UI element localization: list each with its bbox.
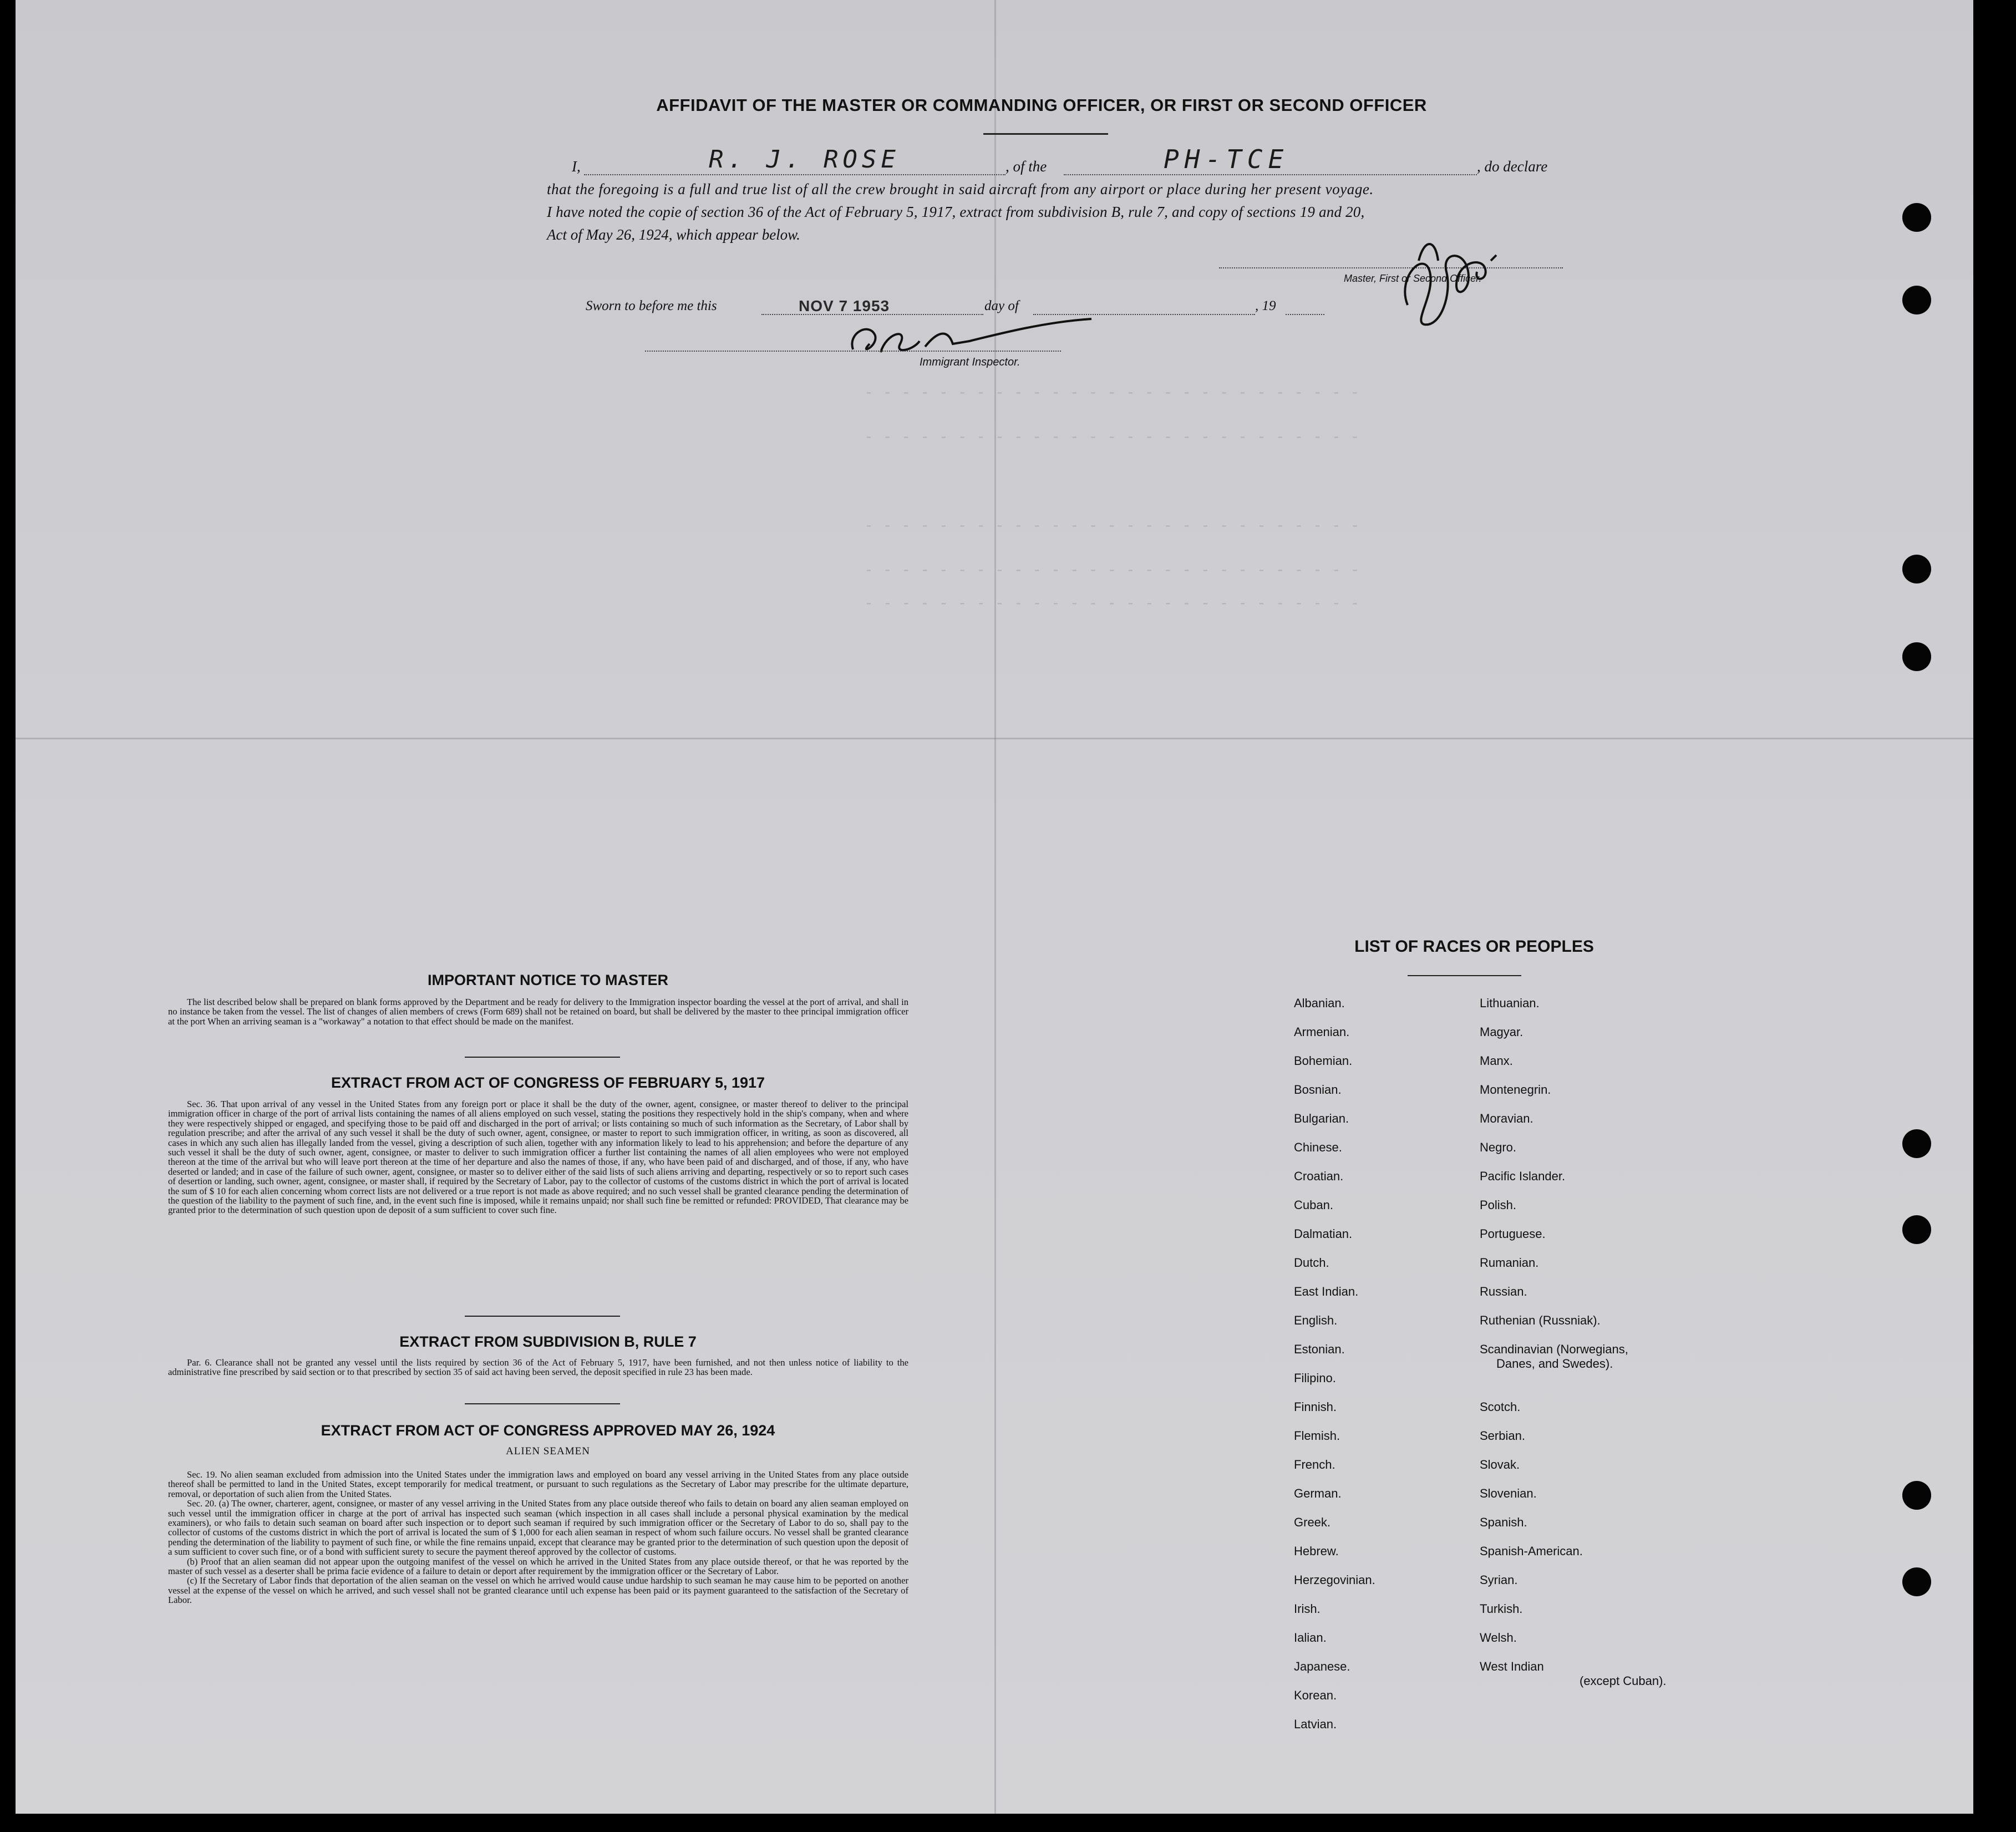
extract-1924-text — [168, 1470, 908, 1605]
race-item: Filipino. — [1294, 1371, 1336, 1385]
race-item: Bosnian. — [1294, 1083, 1342, 1097]
race-item: Dalmatian. — [1294, 1227, 1353, 1241]
race-item: Bulgarian. — [1294, 1112, 1349, 1125]
race-item: Armenian. — [1294, 1025, 1350, 1039]
notice-text: The list described below shall be prepared on blank forms approved by the Department and be ready for delivery to the Immigration inspector boarding the vessel at the port of arrival, and shall in no instance be taken from the vessel. The list of changes of alien members of crews (Form 689) shall not be retained on board, but shall be delivered by the master to thee principal immigration officer at the port When an arriving seaman is a "workaway" a notation to that effect should be made on the manifest. — [168, 997, 908, 1027]
master-name-handwritten: R. J. ROSE — [709, 145, 900, 174]
aircraft-handwritten: PH-TCE — [1164, 144, 1289, 174]
extract-rule7-title: EXTRACT FROM SUBDIVISION B, RULE 7 — [399, 1333, 697, 1350]
race-subtext: (except Cuban). — [1580, 1674, 1667, 1688]
race-item: Finnish. — [1294, 1400, 1337, 1414]
inspector-label: Immigrant Inspector. — [920, 356, 1020, 368]
race-label: Magyar. — [1480, 1025, 1524, 1039]
race-item: Cuban. — [1294, 1198, 1333, 1212]
race-item — [1480, 1025, 1523, 1039]
race-label: Russian. — [1480, 1285, 1527, 1298]
race-item: East Indian. — [1294, 1285, 1359, 1298]
race-label: Scandinavian (Norwegians, — [1480, 1342, 1628, 1356]
race-label: Turkish. — [1480, 1602, 1523, 1616]
race-label: Spanish-American. — [1480, 1544, 1583, 1558]
race-label: Montenegrin. — [1480, 1083, 1551, 1097]
race-item: English. — [1294, 1313, 1338, 1327]
bleed-through-text: - - - - - - - - - - - - - - - - - - - - - - - - - - - — [864, 427, 1360, 445]
race-item: Herzegovinian. — [1294, 1573, 1375, 1587]
bleed-through-text: - - - - - - - - - - - - - - - - - - - - - - - - - - - — [864, 593, 1360, 612]
race-item — [1480, 1227, 1546, 1241]
race-item: Hebrew. — [1294, 1544, 1339, 1558]
race-item: French. — [1294, 1458, 1335, 1471]
race-label: Ruthenian (Russniak). — [1480, 1313, 1601, 1327]
races-title-rule — [1408, 975, 1521, 976]
race-item — [1480, 1631, 1517, 1645]
sec20c-paragraph: (c) If the Secretary of Labor finds that deportation of the alien seaman on the vessel on which he arrived would cause undue hardship to such seaman he may cause him to be peported on another vessel at the expense of the vessel on which he arrived, and such vessel shall not be granted clearance until uch expense has been paid or its payment guaranteed to the satisfaction of the Secretary of Labor. — [168, 1575, 908, 1606]
race-item: Latvian. — [1294, 1717, 1337, 1731]
vertical-fold-crease — [994, 0, 996, 1814]
document-page — [16, 0, 1973, 1814]
day-of-label: day of — [984, 298, 1019, 313]
extract-rule7-text: Par. 6. Clearance shall not be granted any vessel until the lists required by section 36 of the Act of February 5, 1917, have been furnished, and not then unless notice of liability to the administrative fine prescribed by said section or to that prescribed by section 35 of said act having been served, the deposit specified in rule 23 has been made. — [168, 1357, 908, 1378]
race-item — [1480, 1544, 1583, 1559]
affidavit-line1-prefix: I, — [572, 158, 581, 175]
notice-title: IMPORTANT NOTICE TO MASTER — [428, 972, 668, 988]
race-item — [1480, 996, 1540, 1011]
bleed-through-text: - - - - - - - - - - - - - - - - - - - - - - - - - - - — [864, 516, 1360, 534]
race-item — [1480, 1602, 1522, 1616]
race-item: Croatian. — [1294, 1169, 1344, 1183]
sec19-paragraph: Sec. 19. No alien seaman excluded from admission into the United States under the immigration laws and employed on board any vessel arriving in the United States from any place outside thereof shall be permitted to land in the United States, except temporarily for medical treatment, or pursuant to such regulations as the Secretary of Labor may prescribe for the ultimate departure, removal, or deportation of such alien from the United States. — [168, 1469, 908, 1499]
punch-hole — [1902, 1215, 1931, 1244]
section-rule — [465, 1057, 620, 1058]
race-label: Spanish. — [1480, 1515, 1527, 1529]
race-label: Negro. — [1480, 1140, 1517, 1154]
punch-hole — [1902, 203, 1931, 232]
sworn-prefix: Sworn to before me this — [586, 298, 717, 313]
race-item: Korean. — [1294, 1688, 1337, 1702]
race-label: Syrian. — [1480, 1573, 1518, 1587]
bleed-through-text: - - - - - - - - - - - - - - - - - - - - - - - - - - - — [864, 383, 1360, 401]
race-item: Dutch. — [1294, 1256, 1329, 1270]
race-item: Chinese. — [1294, 1140, 1342, 1154]
race-label: Manx. — [1480, 1054, 1513, 1068]
race-item: Greek. — [1294, 1515, 1331, 1529]
race-label: Lithuanian. — [1480, 996, 1540, 1010]
extract-1917-text: Sec. 36. That upon arrival of any vessel in the United States from any foreign port or place it shall be the duty of the owner, agent, consignee, or master thereof to deliver to the principal immigration officer in charge of the port of arrival lists containing the names of all aliens employed on such vessel, stating the positions they respectively hold in the ship's company, when and where they were respectively shipped or engaged, and specifying those to be paid off and discharged in the port of arrival; or lists containing so much of such information as the Secretary, of Labor shall by regulation prescribe; and after the arrival of any such vessel it shall be the duty of such owner, agent, consignee, or master to report to such immigration officer, in writing, as soon as discovered, all cases in which any such alien has illegally landed from the vessel, giving a description of such alien, together with any information likely to lead to his apprehension; and before the departure of any such vessel it shall be the duty of such owner, agent, consignee, or master to deliver to such immigration officer a further list containing the names of all alien employees who were not employed thereon at the time of the arrival but who will leave port thereon at the time of her departure and also the names of those, if any, who have been paid of and discharged, and of those, if any, who have deserted or landed; and in case of the failure of such owner, agent, consignee, or master so to deliver either of the said lists of such aliens arriving and departing, respectively or so to report such cases of desertion or landing, such owner, agent, consignee, or master shall, if required by the Secretary of Labor, pay to the collector of customs of the customs district in which the port of arrival is located the sum of $ 10 for each alien concerning whom correct lists are not delivered or a true report is not made as above required; and no such vessel shall be granted clearance pending the determination of the question of the liability to the payment of such fine, and, in the event such fine is imposed, while it remains unpaid; nor shall such fine be remitted or refunded: PROVIDED, That clearance may be granted prior to the determination of such question upon de deposit of a sum sufficient to cover such fine. — [168, 1099, 908, 1216]
punch-hole — [1902, 1129, 1931, 1158]
affidavit-line1-mid: , of the — [1006, 158, 1047, 175]
aircraft-dotted-line — [1064, 174, 1477, 175]
race-item — [1480, 1429, 1525, 1443]
race-item — [1480, 1313, 1601, 1328]
race-item: Japanese. — [1294, 1660, 1350, 1673]
title-rule — [983, 133, 1108, 135]
master-label: Master, First or Second Officer. — [1344, 273, 1482, 284]
race-item — [1480, 1256, 1538, 1270]
race-item: Ialian. — [1294, 1631, 1327, 1645]
bleed-through-text: - - - - - - - - - - - - - - - - - - - - - - - - - - - — [864, 560, 1360, 578]
races-title: LIST OF RACES OR PEOPLES — [1354, 937, 1594, 956]
horizontal-fold-crease — [16, 738, 1973, 739]
affidavit-line1-suffix: , do declare — [1477, 158, 1548, 175]
race-item: Estonian. — [1294, 1342, 1345, 1356]
race-item: German. — [1294, 1486, 1342, 1500]
race-item — [1480, 1169, 1565, 1184]
extract-1917-title: EXTRACT FROM ACT OF CONGRESS OF FEBRUARY 5, 1917 — [331, 1074, 765, 1091]
race-label: Polish. — [1480, 1198, 1517, 1212]
race-item: Irish. — [1294, 1602, 1321, 1616]
punch-hole — [1902, 1481, 1931, 1510]
race-item — [1480, 1400, 1520, 1414]
punch-hole — [1902, 1567, 1931, 1596]
race-item — [1480, 1083, 1551, 1097]
affidavit-line3: I have noted the copie of section 36 of the Act of February 5, 1917, extract from subdivision B, rule 7, and copy of sections 19 and 20, — [547, 204, 1365, 220]
race-item: Albanian. — [1294, 996, 1345, 1010]
race-label: Slovenian. — [1480, 1486, 1537, 1500]
sworn-date-stamp: NOV 7 1953 — [799, 297, 890, 314]
name-dotted-line — [584, 174, 1006, 175]
race-item — [1480, 1198, 1516, 1212]
race-item — [1480, 1458, 1520, 1472]
race-label: Rumanian. — [1480, 1256, 1539, 1270]
punch-hole — [1902, 642, 1931, 671]
race-item — [1480, 1486, 1537, 1501]
year-label: , 19 — [1255, 298, 1276, 313]
race-label: Slovak. — [1480, 1458, 1520, 1471]
punch-hole — [1902, 286, 1931, 314]
affidavit-line4: Act of May 26, 1924, which appear below. — [547, 226, 800, 243]
race-subtext: Danes, and Swedes). — [1496, 1357, 1613, 1371]
race-item — [1480, 1112, 1533, 1126]
race-label: West Indian — [1480, 1660, 1544, 1673]
race-label: Scotch. — [1480, 1400, 1521, 1414]
year-dotted-line — [1286, 314, 1324, 315]
race-label: Serbian. — [1480, 1429, 1525, 1443]
section-rule — [465, 1316, 620, 1317]
race-item — [1480, 1342, 1628, 1371]
race-item — [1480, 1573, 1517, 1587]
extract-1924-title: EXTRACT FROM ACT OF CONGRESS APPROVED MAY 26, 1924 — [321, 1422, 775, 1439]
race-item — [1480, 1515, 1527, 1530]
affidavit-title: AFFIDAVIT OF THE MASTER OR COMMANDING OFFICER, OR FIRST OR SECOND OFFICER — [656, 95, 1427, 115]
race-item: Flemish. — [1294, 1429, 1340, 1443]
race-item — [1480, 1140, 1516, 1155]
section-rule — [465, 1403, 620, 1404]
race-item — [1480, 1285, 1527, 1299]
affidavit-line2: that the foregoing is a full and true list of all the crew brought in said aircraft from any airport or place during her present voyage. — [547, 181, 1374, 197]
race-item: Bohemian. — [1294, 1054, 1353, 1068]
race-item — [1480, 1054, 1513, 1068]
race-label: Pacific Islander. — [1480, 1169, 1566, 1183]
race-label: Portuguese. — [1480, 1227, 1546, 1241]
sec20b-paragraph: (b) Proof that an alien seaman did not appear upon the outgoing manifest of the vessel on which he arrived in the United States from any place outside thereof, or that he was reported by the master of such vessel as a deserter shall be prima facie evidence of a failure to detain or deport after requirement by the immigration officer or the Secretary of Labor. — [168, 1556, 908, 1577]
race-label: Welsh. — [1480, 1631, 1517, 1645]
alien-seamen-subtitle: ALIEN SEAMEN — [506, 1445, 590, 1457]
punch-hole — [1902, 555, 1931, 583]
race-item — [1480, 1660, 1667, 1688]
race-label: Moravian. — [1480, 1112, 1533, 1125]
sec20a-paragraph: Sec. 20. (a) The owner, charterer, agent, consignee, or master of any vessel arriving in the United States from any place outside thereof who fails to detain on board any alien seaman employed on such vessel until the immigration officer in charge at the port of arrival has inspected such seaman (which inspection in all cases shall include a personal physical examination by the medical examiners), or who fails to detain such seaman on board after such inspection or to deport such seaman if required by such immigration officer or the Secretary of Labor to do so, shall pay to the collector of customs of the customs district in which the port of arrival is located the sum of $ 1,000 for each alien seaman in respect of whom such failure occurs. No vessel shall be granted clearance pending the determination of the liability to payment of such fine, or while the fine remains unpaid, except that clearance may be granted prior to the determination of such question upon the deposit of a sum sufficient to cover such fine, or of a bond with sufficient surety to secure the payment thereof approved by the collector of customs. — [168, 1498, 908, 1557]
inspector-dotted-line — [645, 351, 1061, 352]
